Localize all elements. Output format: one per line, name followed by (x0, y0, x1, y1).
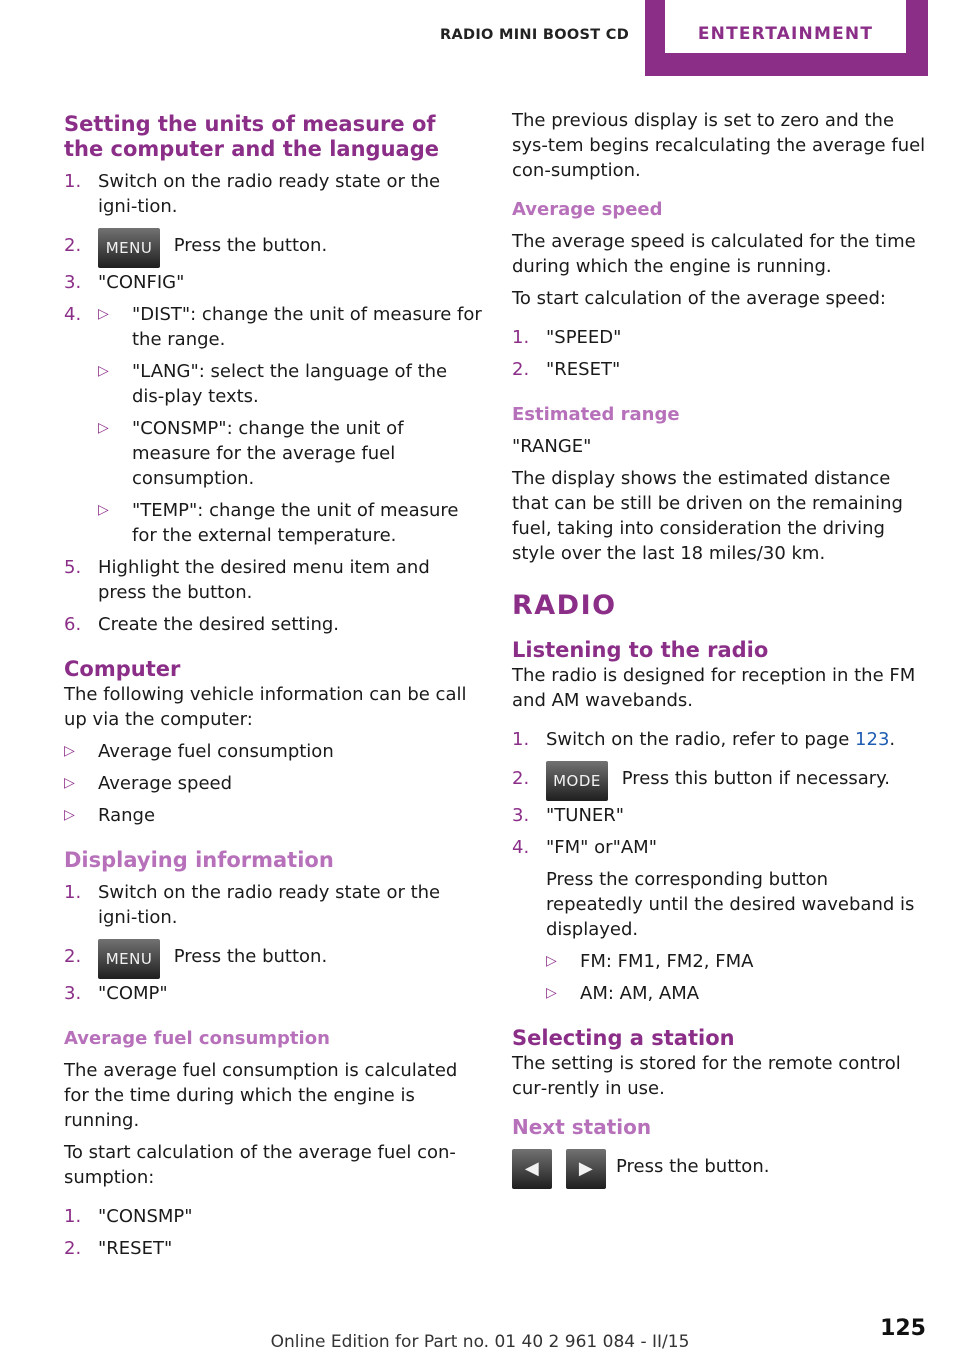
step-number: 2. (64, 1238, 82, 1259)
list-item: ▷ Average fuel consumption (64, 741, 334, 762)
step-text: "FM" or"AM" (546, 837, 657, 858)
step-text: Press the button. (173, 946, 328, 967)
chapter-tab-inner (665, 0, 906, 53)
mode-button-icon: MODE (546, 761, 608, 801)
step-text-detail: Press the corresponding button repeatedly until the desired waveband is displayed. (546, 869, 915, 940)
computer-list (64, 739, 482, 828)
list-item: 1. Switch on the radio, refer to page 123. (512, 729, 896, 750)
step-text: Switch on the radio ready state or the igni‐tion. (98, 882, 441, 928)
sub-list-item: ▷ "CONSMP": change the unit of measure for the average fuel consumption. (98, 418, 404, 489)
step-text: "RESET" (546, 359, 621, 380)
step-number: 2. (64, 946, 82, 967)
sub-list-item: ▷ "TEMP": change the unit of measure for the external temperature. (98, 500, 459, 546)
step-number: 1. (64, 171, 82, 192)
next-station-row (512, 1147, 930, 1189)
avg-fuel-steps (64, 1204, 482, 1261)
next-station-text: Press the button. (616, 1156, 770, 1177)
arrow-left-icon: ◀ (512, 1149, 552, 1189)
heading-selecting-station: Selecting a station (512, 1026, 735, 1050)
list-item (64, 226, 482, 268)
triangle-bullet-icon: ▷ (98, 420, 109, 436)
page-reference-link[interactable]: 123 (855, 729, 890, 750)
heading-average-speed: Average speed (512, 199, 663, 220)
footer-edition: Online Edition for Part no. 01 40 2 961 084 - II/15 (270, 1332, 690, 1352)
heading-displaying-information: Displaying information (64, 848, 334, 872)
list-item (64, 612, 482, 637)
step-number: 2. (512, 768, 530, 789)
list-item (512, 357, 930, 382)
avg-speed-paragraph-2: To start calculation of the average speed: (512, 288, 886, 309)
heading-computer: Computer (64, 657, 181, 681)
reset-note: The previous display is set to zero and the sys‐tem begins recalculating the average fuel con‐sumption. (512, 110, 926, 181)
triangle-bullet-icon: ▷ (546, 985, 557, 1001)
list-item: ▷ Range (64, 805, 156, 826)
step-number: 2. (512, 359, 530, 380)
waveband-sublist (546, 949, 930, 1006)
list-item (512, 835, 930, 1006)
range-code: "RANGE" (512, 436, 592, 457)
step-number: 1. (64, 1206, 82, 1227)
triangle-bullet-icon: ▷ (64, 743, 75, 759)
display-steps (64, 880, 482, 1006)
step-text: Create the desired setting. (98, 614, 340, 635)
menu-button-icon: MENU (98, 939, 160, 979)
left-column (64, 108, 482, 1268)
avg-fuel-paragraph-2: To start calculation of the average fuel con‐sumption: (64, 1142, 456, 1188)
chapter-tab (645, 0, 928, 76)
step-text: "CONFIG" (98, 272, 185, 293)
chapter-tab-label: ENTERTAINMENT (697, 24, 874, 44)
step-text: "RESET" (98, 1238, 173, 1259)
step-number: 3. (512, 805, 530, 826)
selecting-paragraph: The setting is stored for the remote control cur‐rently in use. (512, 1053, 901, 1099)
menu-button-icon: MENU (98, 228, 160, 268)
heading-units-language: Setting the units of measure of the computer and the language (64, 112, 439, 161)
step-number: 6. (64, 614, 82, 635)
avg-speed-paragraph-1: The average speed is calculated for the time during which the engine is running. (512, 231, 916, 277)
arrow-right-icon: ▶ (566, 1149, 606, 1189)
step-number: 3. (64, 272, 82, 293)
list-item (64, 981, 482, 1006)
list-item (512, 759, 930, 801)
list-item (64, 1236, 482, 1261)
sub-list-item: ▷ FM: FM1, FM2, FMA (546, 951, 754, 972)
running-header-section: RADIO MINI BOOST CD (440, 27, 630, 43)
list-item (64, 555, 482, 605)
list-item (512, 803, 930, 828)
triangle-bullet-icon: ▷ (546, 953, 557, 969)
step-number: 1. (512, 327, 530, 348)
step-number: 1. (64, 882, 82, 903)
step-text: "CONSMP" (98, 1206, 193, 1227)
triangle-bullet-icon: ▷ (98, 502, 109, 518)
page-number: 125 (880, 1316, 926, 1341)
step-text: "TUNER" (546, 805, 625, 826)
triangle-bullet-icon: ▷ (98, 363, 109, 379)
list-item (64, 880, 482, 930)
triangle-bullet-icon: ▷ (64, 807, 75, 823)
heading-next-station: Next station (512, 1115, 652, 1139)
computer-intro: The following vehicle information can be call up via the computer: (64, 684, 467, 730)
step-number: 5. (64, 557, 82, 578)
heading-average-fuel: Average fuel consumption (64, 1028, 330, 1049)
step-number: 4. (512, 837, 530, 858)
list-item: ▷ Average speed (64, 773, 233, 794)
list-item (64, 937, 482, 979)
step-number: 2. (64, 235, 82, 256)
listening-paragraph: The radio is designed for reception in the FM and AM wavebands. (512, 665, 916, 711)
step-number: 1. (512, 729, 530, 750)
sub-list-item: ▷ AM: AM, AMA (546, 983, 700, 1004)
list-item (64, 302, 482, 548)
heading-listening: Listening to the radio (512, 638, 769, 662)
units-sublist (98, 302, 482, 548)
step-text: Switch on the radio, refer to page (546, 729, 856, 750)
list-item (64, 270, 482, 295)
right-column (512, 108, 930, 1191)
list-item (64, 169, 482, 219)
step-text: Switch on the radio ready state or the igni‐tion. (98, 171, 441, 217)
range-paragraph: The display shows the estimated distance that can be still be driven on the remaining fuel, taking into consideration the driving style over the last 18 miles/30 km. (512, 468, 903, 564)
avg-fuel-paragraph-1: The average fuel consumption is calculated for the time during which the engine is running. (64, 1060, 458, 1131)
list-item (64, 1204, 482, 1229)
step-text: Highlight the desired menu item and press the button. (98, 557, 430, 603)
step-text: "COMP" (98, 983, 168, 1004)
step-number: 4. (64, 304, 82, 325)
sub-list-item: ▷ "LANG": select the language of the dis‐play texts. (98, 361, 448, 407)
list-item (512, 325, 930, 350)
heading-estimated-range: Estimated range (512, 404, 680, 425)
avg-speed-steps (512, 325, 930, 382)
units-steps (64, 169, 482, 637)
sub-list-item: ▷ "DIST": change the unit of measure for the range. (98, 304, 482, 350)
listening-steps (512, 727, 930, 1006)
heading-radio: RADIO (512, 590, 617, 621)
step-text: Press this button if necessary. (621, 768, 890, 789)
step-text: "SPEED" (546, 327, 622, 348)
triangle-bullet-icon: ▷ (98, 306, 109, 322)
step-number: 3. (64, 983, 82, 1004)
triangle-bullet-icon: ▷ (64, 775, 75, 791)
step-text: Press the button. (173, 235, 328, 256)
